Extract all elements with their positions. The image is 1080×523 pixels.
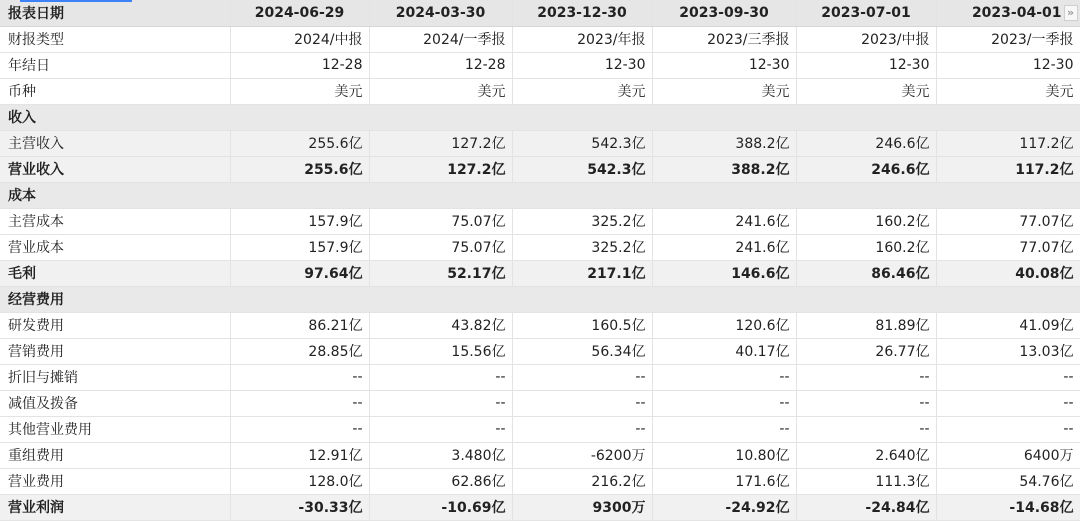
cell-value: 81.89亿 [796, 312, 936, 338]
cell-value: 2024/一季报 [369, 26, 512, 52]
table-row-operating-cost [0, 234, 1080, 260]
row-label: 研发费用 [0, 312, 230, 338]
cell-value: -- [230, 390, 369, 416]
header-date-5[interactable]: 2023-07-01 [796, 0, 936, 26]
cell-value: 2023/一季报 [936, 26, 1080, 52]
cell-value: 120.6亿 [652, 312, 796, 338]
cell-value: 86.21亿 [230, 312, 369, 338]
cell-value: 542.3亿 [512, 130, 652, 156]
row-label: 毛利 [0, 260, 230, 286]
row-label: 年结日 [0, 52, 230, 78]
cell-value: 13.03亿 [936, 338, 1080, 364]
cell-value: 2023/三季报 [652, 26, 796, 52]
cell-value: -- [230, 416, 369, 442]
cell-value: 2024/中报 [230, 26, 369, 52]
cell-value: 52.17亿 [369, 260, 512, 286]
cell-value: 117.2亿 [936, 156, 1080, 182]
cell-value: 75.07亿 [369, 234, 512, 260]
cell-value: 9300万 [512, 494, 652, 520]
header-label: 报表日期 [0, 0, 230, 26]
cell-value: -- [796, 416, 936, 442]
cell-value: -- [512, 364, 652, 390]
table-row-currency [0, 78, 1080, 104]
cell-value: 127.2亿 [369, 156, 512, 182]
cell-value: 255.6亿 [230, 156, 369, 182]
cell-value: 28.85亿 [230, 338, 369, 364]
cell-value: 241.6亿 [652, 234, 796, 260]
cell-value: -- [230, 364, 369, 390]
table-row-report-type [0, 26, 1080, 52]
cell-value: 117.2亿 [936, 130, 1080, 156]
row-label: 营业成本 [0, 234, 230, 260]
cell-value: 255.6亿 [230, 130, 369, 156]
cell-value: 542.3亿 [512, 156, 652, 182]
table-row-operating-revenue [0, 156, 1080, 182]
section-label: 经营费用 [0, 286, 1080, 312]
cell-value: 246.6亿 [796, 130, 936, 156]
cell-value: 157.9亿 [230, 234, 369, 260]
row-label: 营销费用 [0, 338, 230, 364]
cell-value: -- [936, 416, 1080, 442]
cell-value: 111.3亿 [796, 468, 936, 494]
table-row-impairment [0, 390, 1080, 416]
row-label: 营业收入 [0, 156, 230, 182]
cell-value: 241.6亿 [652, 208, 796, 234]
cell-value: 美元 [369, 78, 512, 104]
cell-value: 77.07亿 [936, 234, 1080, 260]
cell-value: 388.2亿 [652, 130, 796, 156]
cell-value: 86.46亿 [796, 260, 936, 286]
cell-value: -24.84亿 [796, 494, 936, 520]
cell-value: 157.9亿 [230, 208, 369, 234]
table-row-section-cost [0, 182, 1080, 208]
header-date-4[interactable]: 2023-09-30 [652, 0, 796, 26]
table-row-other-opex [0, 416, 1080, 442]
cell-value: 26.77亿 [796, 338, 936, 364]
cell-value: 43.82亿 [369, 312, 512, 338]
double-chevron-right-icon[interactable]: » [1064, 5, 1078, 21]
row-label: 主营收入 [0, 130, 230, 156]
section-label: 收入 [0, 104, 1080, 130]
cell-value: -- [369, 364, 512, 390]
cell-value: 美元 [512, 78, 652, 104]
cell-value: 40.17亿 [652, 338, 796, 364]
row-label: 减值及拨备 [0, 390, 230, 416]
cell-value: 41.09亿 [936, 312, 1080, 338]
row-label: 财报类型 [0, 26, 230, 52]
top-accent-bar [20, 0, 132, 2]
cell-value: 3.480亿 [369, 442, 512, 468]
cell-value: -- [936, 364, 1080, 390]
cell-value: -- [512, 390, 652, 416]
row-label: 折旧与摊销 [0, 364, 230, 390]
table-row-sales-expense [0, 338, 1080, 364]
cell-value: -10.69亿 [369, 494, 512, 520]
cell-value: 12-30 [652, 52, 796, 78]
cell-value: 128.0亿 [230, 468, 369, 494]
cell-value: -- [936, 390, 1080, 416]
cell-value: 160.2亿 [796, 208, 936, 234]
table-body [0, 26, 1080, 520]
header-date-1[interactable]: 2024-06-29 [230, 0, 369, 26]
cell-value: 12.91亿 [230, 442, 369, 468]
cell-value: 171.6亿 [652, 468, 796, 494]
cell-value: 325.2亿 [512, 234, 652, 260]
cell-value: 246.6亿 [796, 156, 936, 182]
table-row-depreciation [0, 364, 1080, 390]
cell-value: 美元 [796, 78, 936, 104]
cell-value: 160.5亿 [512, 312, 652, 338]
cell-value: 216.2亿 [512, 468, 652, 494]
row-label: 币种 [0, 78, 230, 104]
cell-value: 56.34亿 [512, 338, 652, 364]
cell-value: 美元 [230, 78, 369, 104]
cell-value: 15.56亿 [369, 338, 512, 364]
header-date-3[interactable]: 2023-12-30 [512, 0, 652, 26]
row-label: 其他营业费用 [0, 416, 230, 442]
table-header-row [0, 0, 1080, 26]
cell-value: 77.07亿 [936, 208, 1080, 234]
cell-value: 160.2亿 [796, 234, 936, 260]
table-row-operating-profit [0, 494, 1080, 520]
cell-value: -14.68亿 [936, 494, 1080, 520]
cell-value: -- [369, 416, 512, 442]
cell-value: 388.2亿 [652, 156, 796, 182]
cell-value: 97.64亿 [230, 260, 369, 286]
table-row-restructuring [0, 442, 1080, 468]
cell-value: -24.92亿 [652, 494, 796, 520]
row-label: 营业费用 [0, 468, 230, 494]
cell-value: 62.86亿 [369, 468, 512, 494]
table-row-operating-expense [0, 468, 1080, 494]
cell-value: 325.2亿 [512, 208, 652, 234]
table-row-year-end [0, 52, 1080, 78]
cell-value: -- [512, 416, 652, 442]
cell-value: -- [652, 416, 796, 442]
cell-value: 10.80亿 [652, 442, 796, 468]
cell-value: 12-30 [936, 52, 1080, 78]
table-row-main-revenue [0, 130, 1080, 156]
cell-value: -30.33亿 [230, 494, 369, 520]
cell-value: 2023/年报 [512, 26, 652, 52]
cell-value: 12-30 [796, 52, 936, 78]
table-row-gross-profit [0, 260, 1080, 286]
header-date-6-cell[interactable] [936, 0, 1080, 26]
cell-value: 12-30 [512, 52, 652, 78]
table-row-section-opex [0, 286, 1080, 312]
cell-value: 40.08亿 [936, 260, 1080, 286]
cell-value: -- [369, 390, 512, 416]
table-row-rd-expense [0, 312, 1080, 338]
table-row-main-cost [0, 208, 1080, 234]
cell-value: -- [796, 390, 936, 416]
cell-value: 12-28 [230, 52, 369, 78]
row-label: 主营成本 [0, 208, 230, 234]
cell-value: 2023/中报 [796, 26, 936, 52]
cell-value: 12-28 [369, 52, 512, 78]
cell-value: -6200万 [512, 442, 652, 468]
cell-value: 美元 [936, 78, 1080, 104]
section-label: 成本 [0, 182, 1080, 208]
cell-value: -- [652, 390, 796, 416]
row-label: 重组费用 [0, 442, 230, 468]
cell-value: 146.6亿 [652, 260, 796, 286]
cell-value: 217.1亿 [512, 260, 652, 286]
cell-value: -- [652, 364, 796, 390]
cell-value: 6400万 [936, 442, 1080, 468]
row-label: 营业利润 [0, 494, 230, 520]
header-date-6: 2023-04-01 [971, 4, 1062, 21]
table-row-section-revenue [0, 104, 1080, 130]
cell-value: 54.76亿 [936, 468, 1080, 494]
cell-value: 2.640亿 [796, 442, 936, 468]
cell-value: 127.2亿 [369, 130, 512, 156]
cell-value: -- [796, 364, 936, 390]
cell-value: 美元 [652, 78, 796, 104]
cell-value: 75.07亿 [369, 208, 512, 234]
header-date-2[interactable]: 2024-03-30 [369, 0, 512, 26]
